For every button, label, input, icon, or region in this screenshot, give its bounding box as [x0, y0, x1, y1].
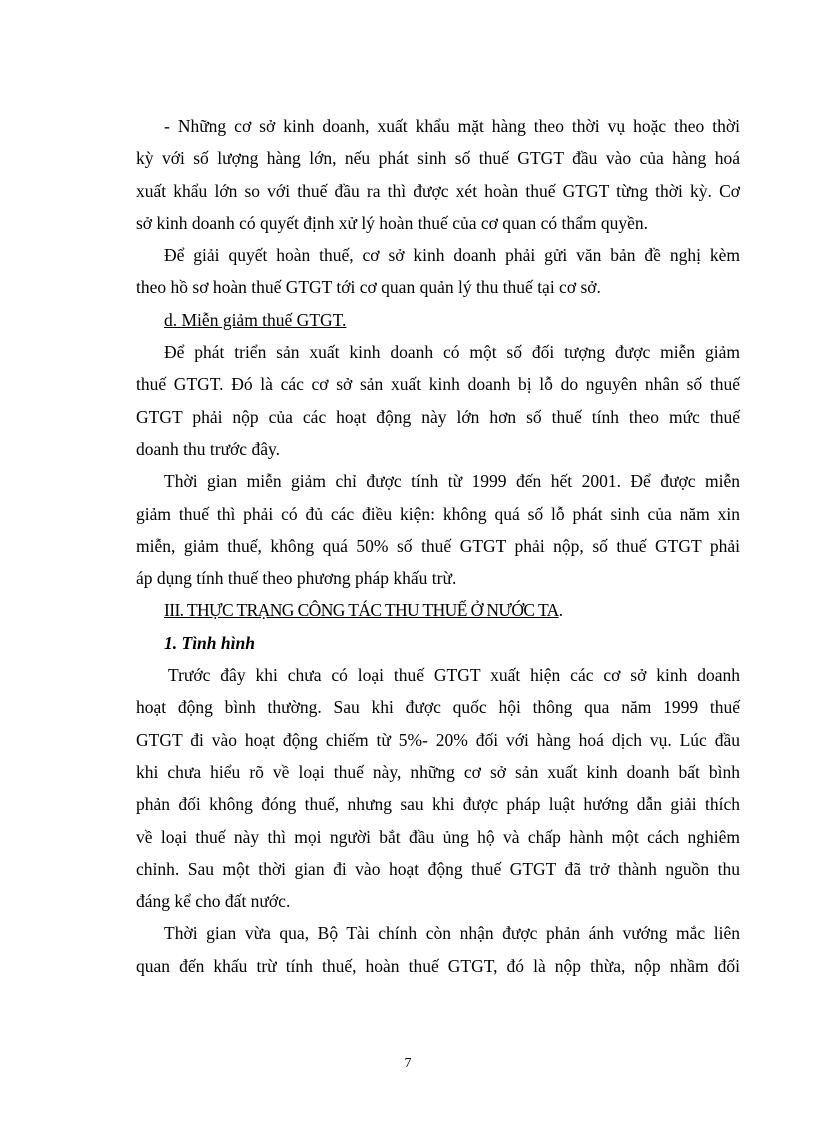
- text-line: thuế GTGT. Đó là các cơ sở sản xuất kinh doanh bị lỗ do nguyên nhân số thuế: [136, 374, 740, 395]
- text-line: về loại thuế này thì mọi người bắt đầu ủng hộ và chấp hành một cách nghiêm: [136, 826, 740, 847]
- section-iii-paragraph-1: [136, 659, 740, 917]
- text-line: miễn, giảm thuế, không quá 50% số thuế GTGT phải nộp, số thuế GTGT phải: [136, 535, 740, 556]
- text-line: sở kinh doanh có quyết định xử lý hoàn thuế của cơ quan có thẩm quyền.: [136, 212, 649, 233]
- text-line: kỳ với số lượng hàng lớn, nếu phát sinh số thuế GTGT đầu vào của hàng hoá: [136, 148, 740, 169]
- section-d-heading: [136, 304, 740, 336]
- paragraph-refund-procedure: [136, 239, 740, 304]
- section-iii-heading-text: III. THỰC TRẠNG CÔNG TÁC THU THUẾ Ở NƯỚC TA: [164, 600, 559, 621]
- text-line: giảm thuế thì phải có đủ các điều kiện: không quá số lỗ phát sinh của năm xin: [136, 503, 740, 524]
- text-line: doanh thu trước đây.: [136, 438, 280, 459]
- text-line: Thời gian miễn giảm chỉ được tính từ 1999 đến hết 2001. Để được miễn: [164, 471, 740, 492]
- section-d-paragraph-2: [136, 465, 740, 594]
- section-iii-heading: [136, 594, 740, 626]
- section-iii-paragraph-2: [136, 917, 740, 982]
- text-line: GTGT phải nộp của các hoạt động này lớn hơn số thuế tính theo mức thuế: [136, 406, 740, 427]
- text-line: quan đến khấu trừ tính thuế, hoàn thuế GTGT, đó là nộp thừa, nộp nhầm đối: [136, 955, 740, 976]
- text-line: - Những cơ sở kinh doanh, xuất khẩu mặt hàng theo thời vụ hoặc theo thời: [164, 116, 740, 136]
- paragraph-export-season: [136, 110, 740, 239]
- section-d-heading-text: d. Miễn giảm thuế GTGT.: [164, 309, 347, 330]
- text-line: theo hồ sơ hoàn thuế GTGT tới cơ quan quản lý thu thuế tại cơ sở.: [136, 277, 601, 298]
- text-line: Thời gian vừa qua, Bộ Tài chính còn nhận được phản ánh vướng mắc liên: [164, 923, 740, 944]
- text-line: chỉnh. Sau một thời gian đi vào hoạt động thuế GTGT đã trở thành nguồn thu: [136, 858, 740, 879]
- section-iii-heading-suffix: .: [558, 600, 564, 621]
- document-page: [136, 110, 740, 982]
- text-line: đáng kể cho đất nước.: [136, 891, 291, 912]
- page-number: 7: [404, 1056, 412, 1071]
- text-line: khi chưa hiểu rõ về loại thuế này, những cơ sở sản xuất kinh doanh bất bình: [136, 761, 740, 782]
- text-line: phản đối không đóng thuế, nhưng sau khi được pháp luật hướng dẫn giải thích: [136, 794, 740, 815]
- subsection-1-heading-text: 1. Tình hình: [164, 632, 255, 653]
- text-line: Để phát triển sản xuất kinh doanh có một số đối tượng được miễn giảm: [164, 342, 740, 363]
- subsection-1-heading: [136, 627, 740, 659]
- text-line: hoạt động bình thường. Sau khi được quốc hội thông qua năm 1999 thuế: [136, 697, 740, 718]
- text-line: Để giải quyết hoàn thuế, cơ sở kinh doanh phải gửi văn bản đề nghị kèm: [164, 245, 740, 266]
- section-d-paragraph-1: [136, 336, 740, 465]
- text-line: xuất khẩu lớn so với thuế đầu ra thì được xét hoàn thuế GTGT từng thời kỳ. Cơ: [136, 180, 740, 201]
- text-line: Trước đây khi chưa có loại thuế GTGT xuất hiện các cơ sở kinh doanh: [168, 665, 740, 686]
- text-line: áp dụng tính thuế theo phương pháp khấu trừ.: [136, 568, 457, 589]
- text-line: GTGT đi vào hoạt động chiếm từ 5%- 20% đối với hàng hoá dịch vụ. Lúc đầu: [136, 729, 740, 750]
